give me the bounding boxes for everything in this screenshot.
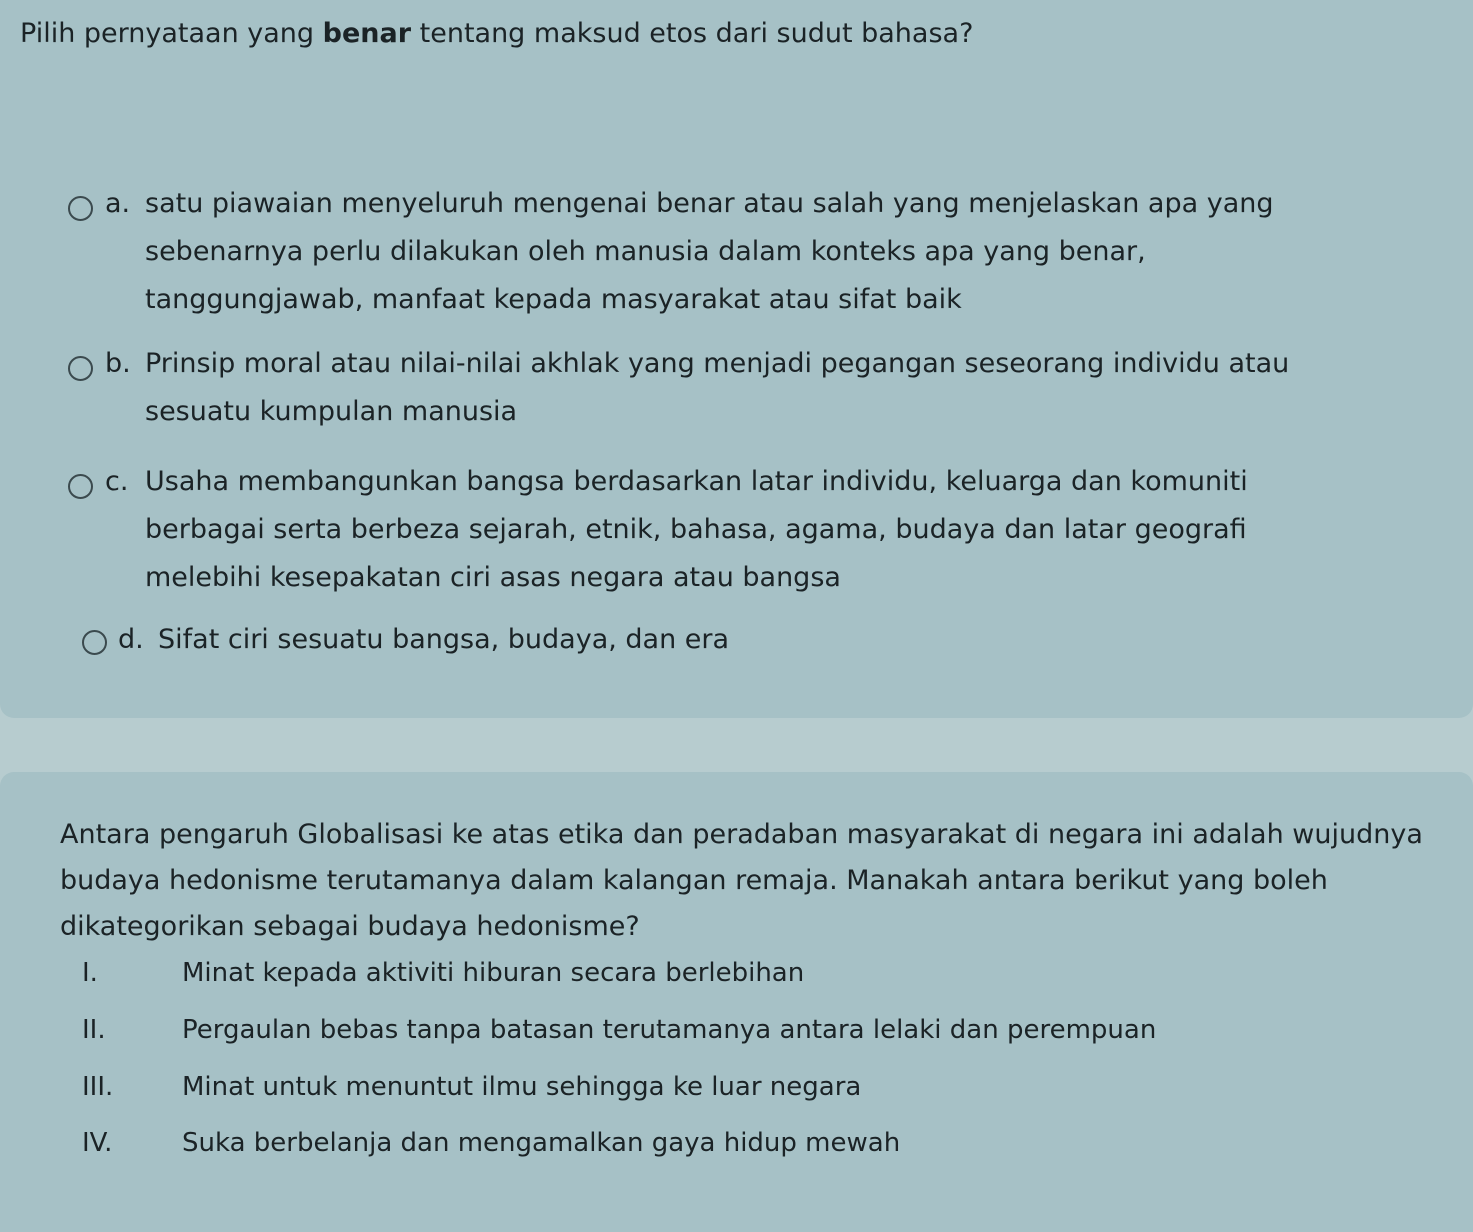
option-a-text (105, 180, 1450, 324)
option-b-line-1: Prinsip moral atau nilai-nilai akhlak yang menjadi pegangan seseorang individu atau (145, 348, 1290, 379)
option-d-line-1: Sifat ciri sesuatu bangsa, budaya, dan era (158, 624, 730, 655)
statement-2 (82, 1015, 1156, 1045)
option-c-text (105, 458, 1450, 602)
option-b-text (105, 340, 1450, 436)
option-c-line-1: Usaha membangunkan bangsa berdasarkan latar individu, keluarga dan komuniti (145, 466, 1248, 497)
option-b-letter: b. (105, 348, 131, 379)
radio-option-b[interactable] (68, 356, 93, 381)
option-d-letter: d. (118, 624, 144, 655)
question-1-emphasis: benar (322, 18, 412, 49)
question-1-text (20, 18, 973, 49)
statement-1-text: Minat kepada aktiviti hiburan secara berlebihan (182, 958, 805, 988)
statement-3-number: III. (82, 1072, 114, 1102)
radio-option-d[interactable] (82, 630, 107, 655)
option-c-line-3: melebihi kesepakatan ciri asas negara atau bangsa (145, 562, 841, 593)
statement-4-number: IV. (82, 1128, 113, 1158)
statement-2-number: II. (82, 1015, 106, 1045)
option-a-line-2: sebenarnya perlu dilakukan oleh manusia dalam konteks apa yang benar, (145, 236, 1146, 267)
option-a-letter: a. (105, 188, 131, 219)
option-b-line-2: sesuatu kumpulan manusia (145, 396, 518, 427)
radio-option-a[interactable] (68, 196, 93, 221)
option-c-line-2: berbagai serta berbeza sejarah, etnik, bahasa, agama, budaya dan latar geografi (145, 514, 1247, 545)
statement-3-text: Minat untuk menuntut ilmu sehingga ke luar negara (182, 1072, 862, 1102)
statement-3 (82, 1072, 861, 1102)
question-1-suffix: tentang maksud etos dari sudut bahasa? (411, 18, 974, 49)
statement-1 (82, 958, 804, 988)
statement-4 (82, 1128, 900, 1158)
statement-1-number: I. (82, 958, 98, 988)
statement-2-text: Pergaulan bebas tanpa batasan terutamanya antara lelaki dan perempuan (182, 1015, 1157, 1045)
option-d-text (118, 616, 1463, 664)
radio-option-c[interactable] (68, 474, 93, 499)
option-a-line-1: satu piawaian menyeluruh mengenai benar atau salah yang menjelaskan apa yang (145, 188, 1274, 219)
statement-4-text: Suka berbelanja dan mengamalkan gaya hidup mewah (182, 1128, 901, 1158)
question-2-text: Antara pengaruh Globalisasi ke atas etika dan peradaban masyarakat di negara ini adalah wujudnya budaya hedonisme terutamanya dalam kalangan remaja. Manakah antara berikut yang boleh dikategorikan sebagai budaya hedonisme? (60, 819, 1423, 942)
question-1-prefix: Pilih pernyataan yang (20, 18, 323, 49)
option-c-letter: c. (105, 466, 129, 497)
option-a-line-3: tanggungjawab, manfaat kepada masyarakat atau sifat baik (145, 284, 962, 315)
